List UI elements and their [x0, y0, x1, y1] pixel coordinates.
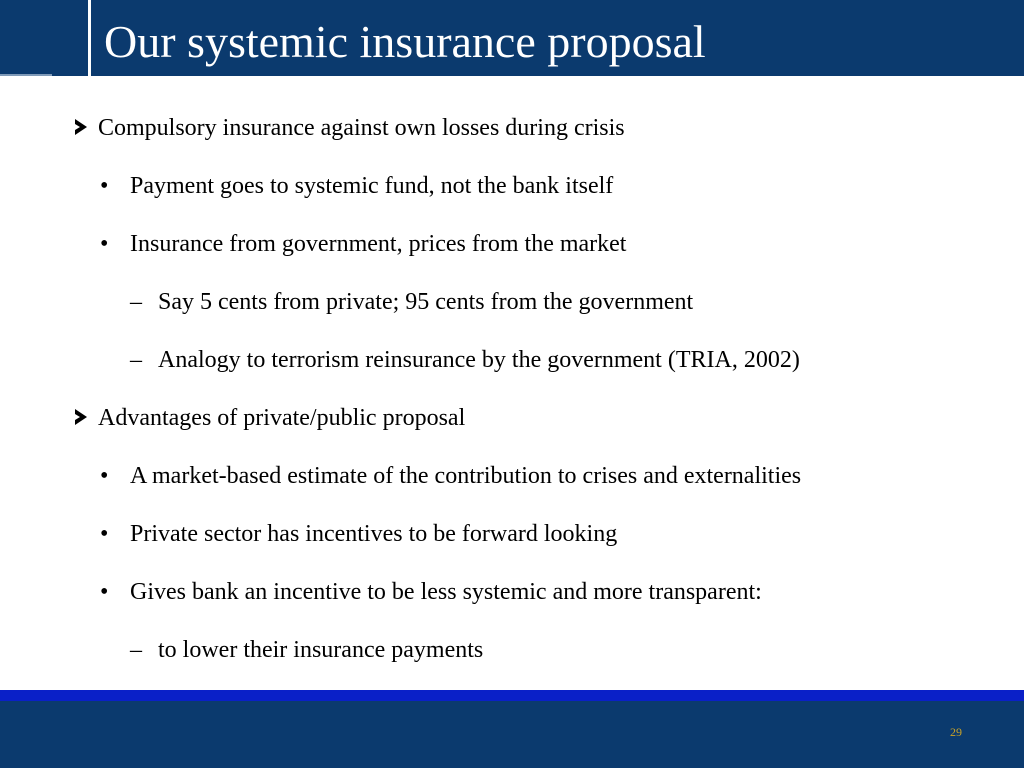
bullet-text: Say 5 cents from private; 95 cents from the government [158, 289, 694, 315]
bullet-sub-5 [100, 577, 762, 607]
bullet-text: Insurance from government, prices from the market [130, 231, 627, 257]
bullet-sub-2 [100, 229, 626, 259]
chevron-right-icon [72, 113, 98, 143]
bullet-text: Advantages of private/public proposal [98, 405, 466, 431]
bullet-subsub-3 [130, 635, 483, 665]
bullet-text: Analogy to terrorism reinsurance by the government (TRIA, 2002) [158, 347, 800, 373]
bullet-dot: • [100, 231, 109, 257]
bullet-sub-4 [100, 519, 617, 549]
bullet-text: Gives bank an incentive to be less systemic and more transparent: [130, 579, 762, 605]
bullet-text: Compulsory insurance against own losses during crisis [98, 115, 625, 141]
bullet-sub-1 [100, 171, 613, 201]
bullet-text: A market-based estimate of the contribution to crises and externalities [130, 463, 802, 489]
bullet-main-2 [72, 403, 465, 433]
bullet-text: to lower their insurance payments [158, 637, 484, 663]
bullet-subsub-1 [130, 287, 693, 317]
bullet-text: Payment goes to systemic fund, not the bank itself [130, 173, 614, 199]
bullet-dot: • [100, 173, 109, 199]
bullet-sub-3 [100, 461, 801, 491]
bullet-subsub-2 [130, 345, 800, 375]
bullet-dash: – [130, 637, 142, 663]
footer-stripe [0, 690, 1024, 701]
bullet-main-1 [72, 113, 625, 143]
slide-footer [0, 701, 1024, 768]
bullet-dot: • [100, 463, 109, 489]
bullet-text: Private sector has incentives to be forward looking [130, 521, 618, 547]
slide-title: Our systemic insurance proposal [104, 16, 706, 67]
bullet-dash: – [130, 289, 142, 315]
bullet-dot: • [100, 579, 109, 605]
bullet-dash: – [130, 347, 142, 373]
page-number: 29 [950, 725, 962, 739]
chevron-right-icon [72, 403, 98, 433]
bullet-dot: • [100, 521, 109, 547]
